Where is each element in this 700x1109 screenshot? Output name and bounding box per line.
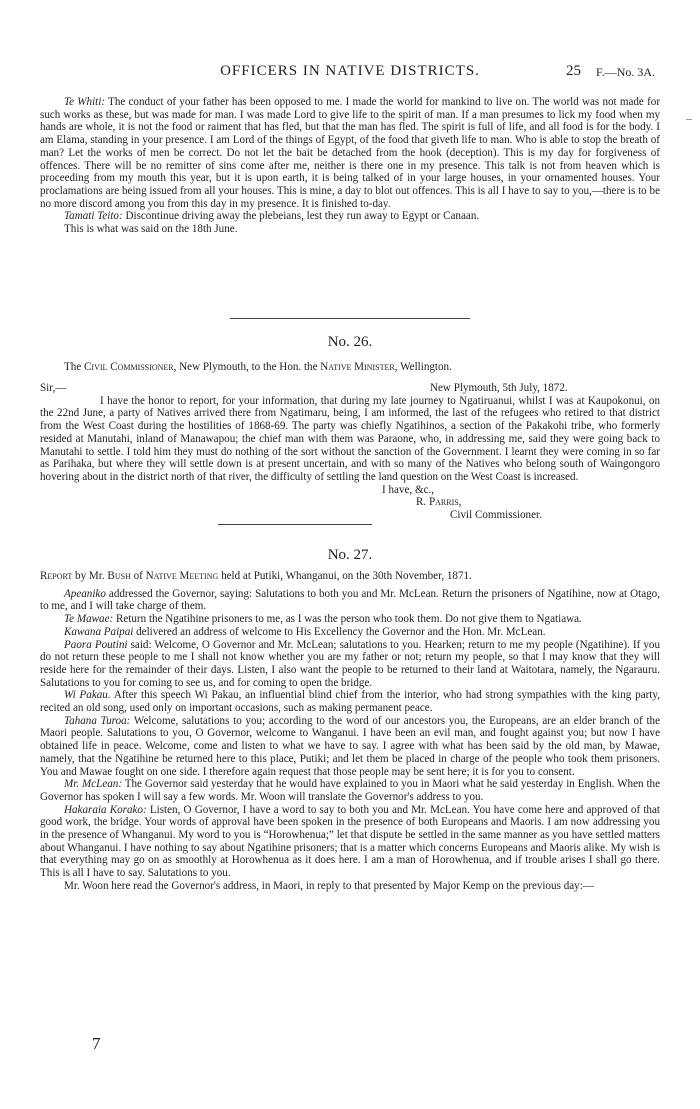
recipient-title: Native Minister xyxy=(320,361,395,373)
paragraph-closing: This is what was said on the 18th June. xyxy=(64,223,238,236)
salutation: Sir,— xyxy=(40,381,67,394)
paragraph-wi-pakau xyxy=(40,689,660,714)
speech-text: Welcome, salutations to you; according to the word of our ancestors you, the Europeans, are an elder branch of the Maori people. Salutations to you, O Governor, welcome to Wanganui. I have been an evil man, and fought against you; but now I have obtained life in peace. Welcome, come and listen to what we have to say. I agree with what has been said by the old man, by Mawae, namely, that the Ngatihine be returned here to this place, Putiki; and let them be placed in charge of the people who took them prisoners. You and Mawae fought on one side. I therefore again request that those people may be sent here; it is for you to consent. xyxy=(40,714,660,778)
speech-text: The Governor said yesterday that he would have explained to you in Maori what he said yesterday in English. When the Governor has spoken I will say a few words. Mr. Woon will translate the Governor's address to you. xyxy=(40,778,660,803)
speaker-name: Te Mawae: xyxy=(64,613,114,626)
speaker-name: Apeaniko xyxy=(64,587,106,600)
place-date: New Plymouth, 5th July, 1872. xyxy=(430,381,568,394)
paragraph-tamati-teito xyxy=(40,210,660,223)
report-text: of xyxy=(133,570,143,582)
address-text: , Wellington. xyxy=(394,361,452,373)
paragraph-kawana-paipai xyxy=(40,626,660,639)
paragraph-te-whiti xyxy=(40,96,660,210)
heading-no-27: No. 27. xyxy=(327,547,373,563)
speech-text: After this speech Wi Pakau, an influential blind chief from the interior, who had strong sympathies with the king party, recited an old song, used only on important occasions, such as making permanent peace. xyxy=(40,689,660,715)
speaker-name: Tahana Turoa: xyxy=(64,714,131,727)
signature-mark: 7 xyxy=(92,1034,101,1053)
sender-title: Civil Commissioner xyxy=(84,361,174,373)
report-text: by Mr. xyxy=(75,570,105,582)
paragraph-mr-woon xyxy=(40,880,660,893)
heading-no-26: No. 26. xyxy=(327,334,373,350)
letter-body: I have the honor to report, for your information, that during my late journey to Ngatiruanui, whilst I was at Kaupokonui, on the 22nd June, a party of Natives arrived there from Ngatimaru, being, I am informed, the last of the refugees who retired to that district from the West Coast during the hostilities of 1868-69. The party was chiefly Ngatihinos, a section of the Pakakohi tribe, who formerly resided at Manutahi, inland of Manawapou; the chief man with them was Paraone, who, in addressing me, said they were going back to Manutahi to settle. I told him they must do nothing of the sort without the sanction of the Government. I learnt they were coming in so far as Parihaka, but where they will settle down is at present uncertain, and with so many of the Natives who belong south of Waingongoro hovering about in the district north of that river, the difficulty of settling the land question on the West Coast is increased. xyxy=(40,394,660,483)
address-text: , New Plymouth, to the Hon. the xyxy=(173,361,318,373)
paragraph-hakaraia-korako xyxy=(40,804,660,880)
paper-reference: F.—No. 3A. xyxy=(596,65,656,79)
page-number: 25 xyxy=(566,63,581,79)
margin-tick-mark: – xyxy=(686,111,692,125)
paragraph-mr-mclean xyxy=(40,778,660,803)
speech-text: The conduct of your father has been opposed to me. I made the world for mankind to live on. The world was not made for such works as these, but was made for man. I was made Lord to give life to the spirit of man. If a man presumes to lick my food when my hands are whole, it is not the food or raiment that has fled, but that the man has fled. The spirit is full of life, and all food is for the body. I am Elama, standing in your presence. I am Lord of the things of Egypt, of the food that giveth life to man. Who is able to stop the breath of man? Let the works of men be correct. Do not let the bait be detached from the hook (deception). This is my day for forgiveness of offences. There will be no remitter of sins come after me, neither is there one in my presence. This talk is not from heaven which is proceeding from my mouth this year, but it is upon earth, it is being talked of in your large houses, in your ornamented houses. Your proclamations are being issued from all your houses. This is mine, a day to blot out offences. This is all I have to say to you,—there is to be no more discord among you from this day in my presence. It is finished to-day. xyxy=(40,96,661,210)
speech-text: said: Welcome, O Governor and Mr. McLean; salutations to you. Hearken; return to me my people (Ngatihine). If you do not return these people to me I shall not know whether you are my father or not; return my people, so that I may know that they will reside here for the remainder of their days. Listen, I also want the people to be returned to their land at Waitotara, namely, the Ngarauru. Salutations to you for coming to see us, and for coming to open the bridge. xyxy=(40,638,660,689)
signatory-name: R. Parris, xyxy=(416,496,462,509)
reporter-name: Bush xyxy=(107,570,131,582)
meeting-label: Native Meeting xyxy=(145,570,219,582)
speech-text: delivered an address of welcome to His Excellency the Governor and the Hon. Mr. McLean. xyxy=(136,625,546,638)
speaker-name: Wi Pakau. xyxy=(64,689,111,702)
speaker-name: Hakaraia Korako: xyxy=(64,803,147,816)
speech-text: Listen, O Governor, I have a word to say to both you and Mr. McLean. You have come here and approved of that good work, the bridge. Your words of approval have been spoken in the presence of both Europeans and Maoris. I am now addressing you in the presence of Whanganui. My word to you is “Horowhenua;” let that dispute be settled in the same manner as you have settled matters about Whanganui. I have nothing to say about Ngatihine prisoners; that is a matter which concerns Europeans and Maoris alike. My wish is that everything may go on as smoothly at Horowhenua as it does here. I am a man of Horowhenua, and if trouble arises I shall go there. This is all I have to say. Salutations to you. xyxy=(40,803,660,880)
speech-text: Discontinue driving away the plebeians, lest they run away to Egypt or Canaan. xyxy=(125,210,480,223)
paragraph-te-mawae xyxy=(40,613,660,626)
section-divider xyxy=(218,524,372,525)
paragraph-apeaniko xyxy=(40,588,660,613)
speaker-name: Paora Poutini xyxy=(64,638,128,651)
report-no-27 xyxy=(40,570,660,893)
salutation-line xyxy=(40,382,660,395)
running-header-title: OFFICERS IN NATIVE DISTRICTS. xyxy=(220,63,480,79)
letter-no-26 xyxy=(40,361,660,522)
signatory-title: Civil Commissioner. xyxy=(450,509,542,522)
report-text: held at Putiki, Whanganui, on the 30th November, 1871. xyxy=(221,570,472,582)
speech-text: Return the Ngatihine prisoners to me, as I was the person who took them. Do not give them to Ngatiawa. xyxy=(115,613,582,626)
speech-text: addressed the Governor, saying: Salutations to both you and Mr. McLean. Return the prisoners of Ngatihine, now at Otago, to me, and I will take charge of them. xyxy=(40,587,660,613)
speech-text: Mr. Woon here read the Governor's address, in Maori, in reply to that presented by Major Kemp on the previous day:— xyxy=(64,879,594,892)
report-label: Report xyxy=(40,570,73,582)
speaker-name: Mr. McLean: xyxy=(64,778,123,791)
report-title xyxy=(40,570,660,583)
speaker-name: Te Whiti: xyxy=(64,96,106,108)
section-te-whiti-speech xyxy=(40,96,660,236)
section-divider xyxy=(230,318,470,319)
address-text: The xyxy=(64,361,82,373)
paragraph-tahana-turoa xyxy=(40,715,660,779)
speaker-name: Tamati Teito: xyxy=(64,210,123,223)
sign-off: I have, &c., xyxy=(382,483,435,496)
paragraph-paora-poutini xyxy=(40,639,660,690)
letter-address xyxy=(40,361,660,374)
speaker-name: Kawana Paipai xyxy=(64,625,134,638)
